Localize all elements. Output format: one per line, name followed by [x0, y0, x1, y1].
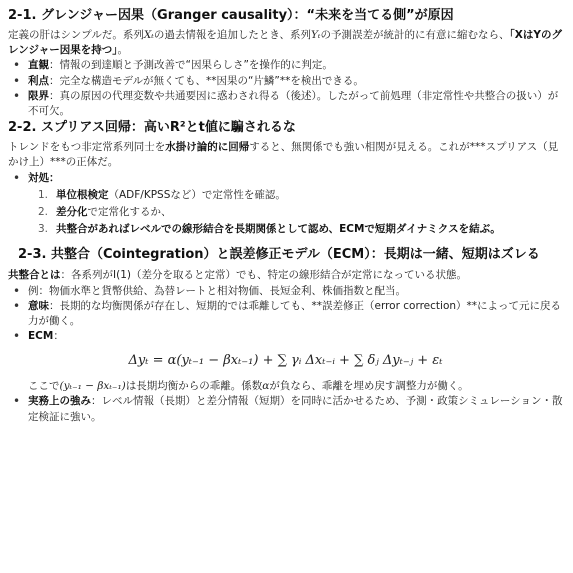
- list-item-text: ：情報の到達順と予測改善で“因果らしさ”を操作的に判定。: [49, 59, 333, 72]
- list-item-text: ：: [53, 330, 64, 343]
- formula-note: [28, 379, 563, 394]
- intro-text-a: 定義の肝はシンプルだ。系列: [8, 28, 144, 41]
- note-text-a: ここで: [28, 380, 60, 393]
- note-text-b: は長期均衡からの乖離。係数: [125, 380, 263, 393]
- intro-text-a: トレンドをもつ非定常系列同士を: [8, 141, 166, 154]
- list-item-text: ：真の原因の代理変数や共通要因に惑わされ得る（後述）。したがって前処理（非定常性や共整合の扱い）が不可欠。: [28, 89, 559, 117]
- section-title-granger: 2-1. グレンジャー因果（Granger causality）：“未来を当てる側”が原因: [8, 8, 454, 23]
- intro-text-end: 。: [117, 44, 129, 57]
- section-title-cointegration: 2-3. 共整合（Cointegration）と誤差修正モデル（ECM）：長期は一緒、短期はズレる: [18, 247, 540, 263]
- list-item: [8, 171, 563, 186]
- intro-text-b: の過去情報を追加したとき、系列: [153, 28, 311, 41]
- granger-points-list: [8, 58, 563, 119]
- section-intro-cointegration: [8, 268, 563, 283]
- math-yt: Yₜ: [311, 28, 321, 41]
- note-text-c: が負なら、乖離を埋め戻す調整力が働く。: [269, 380, 469, 393]
- ecm-formula: Δyₜ = α(yₜ₋₁ − βxₜ₋₁) + ∑ γᵢ Δxₜ₋ᵢ + ∑ δⱼ Δyₜ₋ⱼ + εₜ: [128, 353, 443, 369]
- list-item-term: 限界: [28, 89, 49, 102]
- spurious-remedy-list: [8, 171, 563, 186]
- math-deviation: (yₜ₋₁ − βxₜ₋₁): [59, 380, 126, 393]
- step-item: [8, 188, 563, 203]
- step-number: 3.: [38, 223, 49, 236]
- list-item-term: 意味: [28, 299, 49, 312]
- step-text: で定常化するか、: [87, 205, 172, 218]
- list-item-term: 実務上の強み: [28, 395, 91, 408]
- math-alpha: α: [262, 380, 270, 393]
- list-item: [8, 74, 563, 89]
- list-item-text: ：完全な構造モデルが無くても、**因果の“片鱗”**を検出できる。: [49, 74, 364, 87]
- step-item: [8, 205, 563, 220]
- list-item-text: ：長期的な均衡関係が存在し、短期的では乖離しても、**誤差修正（error correction）**によって元に戻る力が働く。: [28, 299, 562, 327]
- remedy-steps-list: [8, 188, 563, 238]
- step-strong: 差分化: [56, 205, 88, 218]
- step-number: 1.: [38, 188, 49, 201]
- list-item: [8, 284, 563, 299]
- intro-strong: 水掛け論的に回帰: [165, 141, 250, 154]
- intro-text: ：各系列がI(1)（差分を取ると定常）でも、特定の線形結合が定常になっている状態。: [60, 269, 467, 282]
- list-item-term: 利点: [28, 74, 49, 87]
- list-item-term: 直観: [28, 59, 49, 72]
- intro-strong: 共整合とは: [8, 269, 61, 282]
- intro-strong: 「XはYのグレンジャー因果を持つ」: [8, 28, 562, 57]
- cointegration-points-list: [8, 284, 563, 345]
- list-item: [8, 58, 563, 73]
- list-item-text: 例：物価水準と貨幣供給、為替レートと相対物価、長短金利、株価指数と配当。: [28, 284, 406, 297]
- step-strong: 単位根検定: [56, 188, 109, 201]
- remedy-label: 対処：: [28, 171, 60, 184]
- section-intro-spurious: [8, 140, 563, 170]
- practical-strength-list: [8, 394, 563, 424]
- intro-text-b: すると、無関係でも強い相関が見える。これが***スプリアス（見かけ上）***の正体だ。: [8, 141, 559, 169]
- list-item-text: ：レベル情報（長期）と差分情報（短期）を同時に活かせるため、予測・政策シミュレーション・散定検証に強い。: [28, 395, 563, 423]
- section-intro-granger: [8, 28, 563, 58]
- list-item: [8, 394, 563, 424]
- step-text: （ADF/KPSSなど）で定常性を確認。: [108, 188, 286, 201]
- list-item-term: ECM: [28, 330, 54, 343]
- list-item: [8, 89, 563, 119]
- step-number: 2.: [38, 205, 49, 218]
- list-item: [8, 299, 563, 329]
- intro-text-c: の予測誤差が統計的に有意に縮むなら、: [320, 28, 510, 41]
- list-item: [8, 329, 563, 344]
- math-xt: Xₜ: [143, 28, 154, 41]
- step-strong: 共整合があればレベルでの線形結合を長期関係として認め、ECMで短期ダイナミクスを結ぶ。: [56, 223, 501, 236]
- section-title-spurious: 2-2. スプリアス回帰：高いR²とt値に騙されるな: [8, 120, 296, 136]
- step-item: [8, 222, 563, 237]
